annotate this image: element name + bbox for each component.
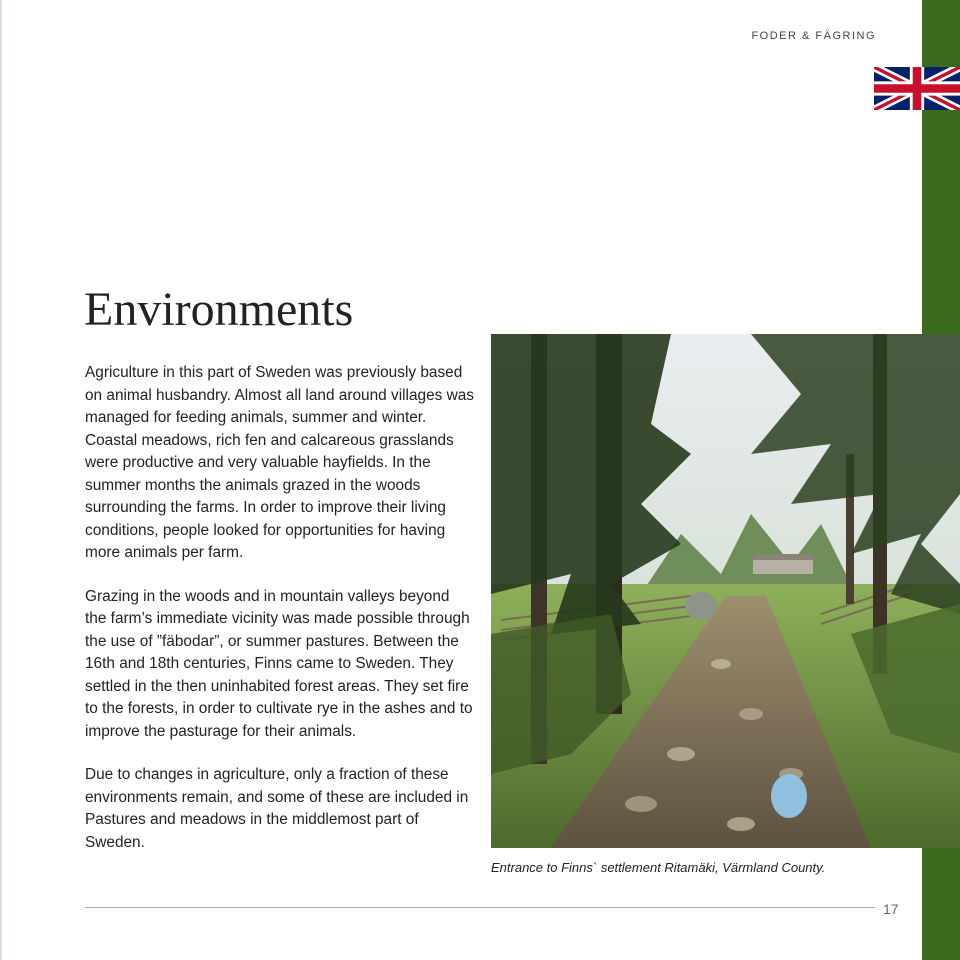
page-number: 17 xyxy=(883,901,899,917)
section-header: FODER & FÄGRING xyxy=(751,30,876,42)
paragraph-2: Grazing in the woods and in mountain valleys beyond the farm’s immediate vicinity was made possible through the use of ”fäbodar”, or summer pastures. Between the 16th and 18th centuries, Finns came to Sweden. They settled in the then uninhabited forest areas. They set fire to the forests, in order to cultivate rye in the ashes and to improve the pasturage for their animals. xyxy=(85,587,473,740)
body-text xyxy=(85,362,475,875)
photo-caption: Entrance to Finns` settlement Ritamäki, Värmland County. xyxy=(491,860,826,875)
uk-flag-icon[interactable] xyxy=(874,67,960,110)
paragraph-1: Agriculture in this part of Sweden was previously based on animal husbandry. Almost all land around villages was managed for feeding animals, summer and winter. Coastal meadows, rich fen and calcareous grasslands were productive and very valuable hayfields. In the summer months the animals grazed in the woods surrounding the farms. In order to improve their living conditions, people looked for opportunities for having more animals per farm. xyxy=(85,364,474,561)
paragraph-3: Due to changes in agriculture, only a fraction of these environments remain, and some of these are included in Pastures and meadows in the middlemost part of Sweden. xyxy=(85,766,469,851)
forest-path-photo xyxy=(491,334,960,848)
green-side-bar-bottom xyxy=(922,848,960,960)
footer-rule xyxy=(85,907,875,908)
page-title: Environments xyxy=(84,283,354,336)
page-edge xyxy=(0,0,2,960)
green-side-bar-top xyxy=(922,0,960,334)
